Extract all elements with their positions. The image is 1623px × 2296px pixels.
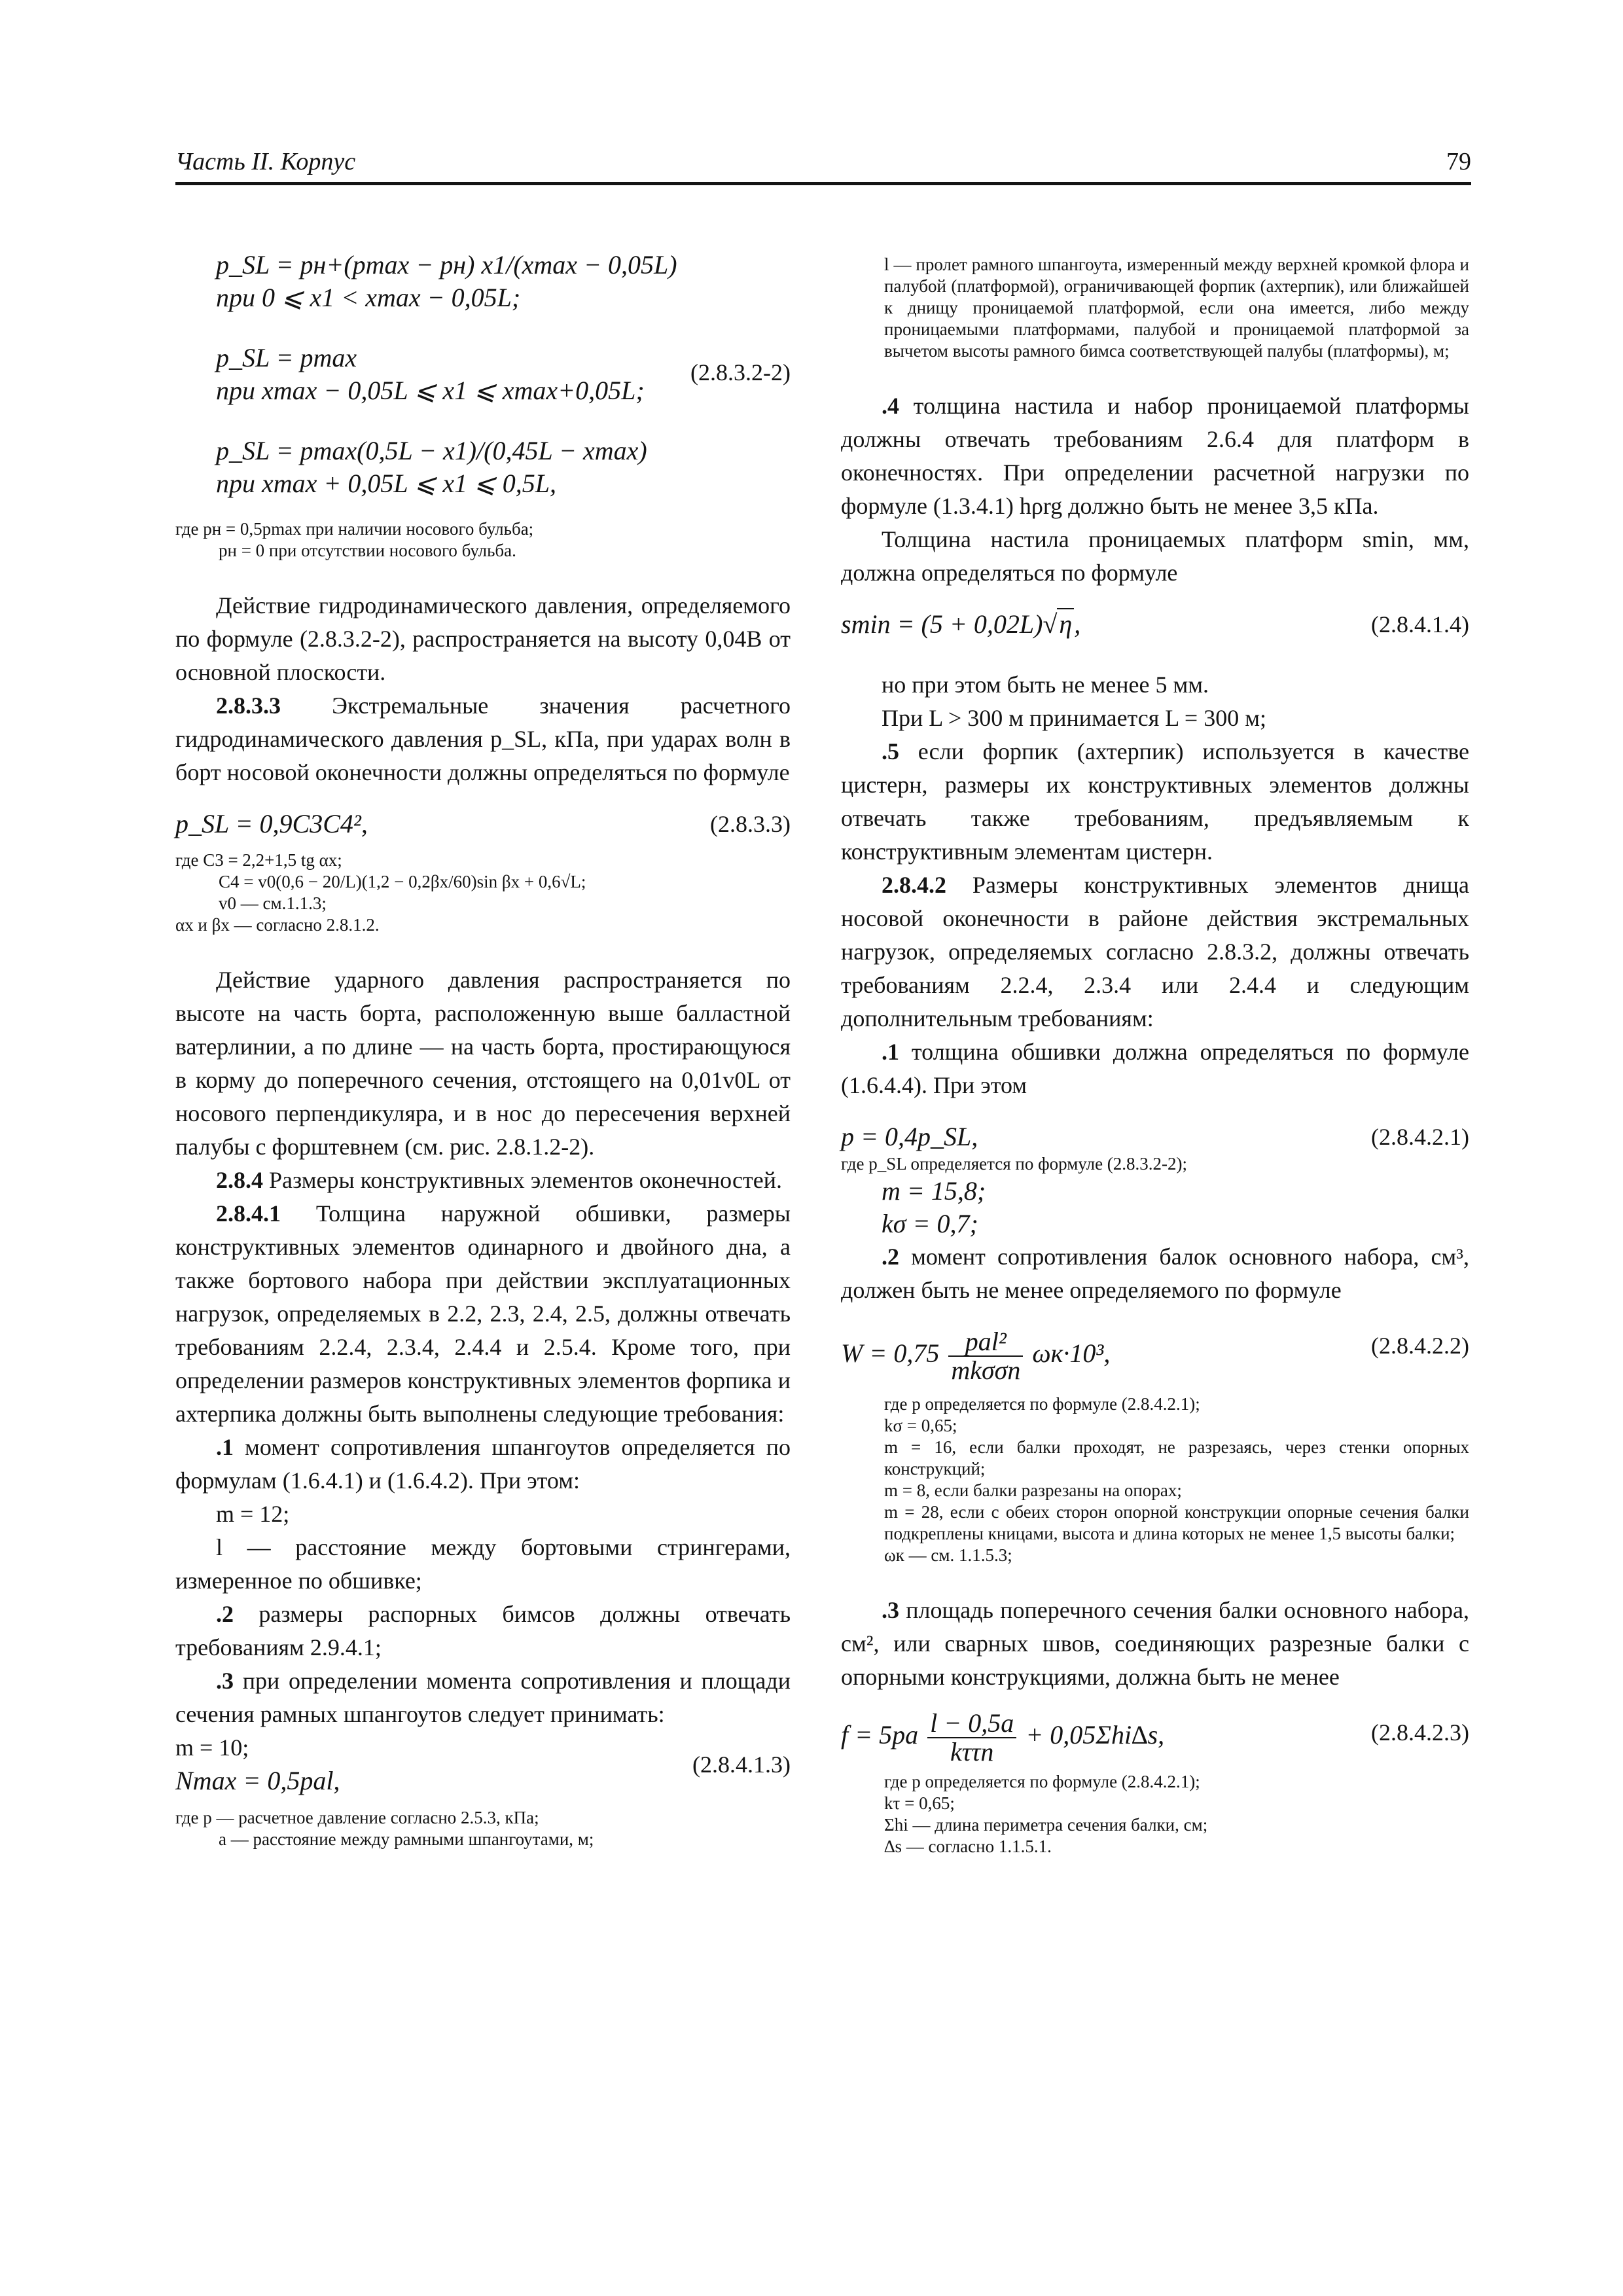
running-title: Часть II. Корпус [175,148,356,175]
where-line: m = 16, если балки проходят, не разрезаясь, через стенки опорных конструкций; [884,1437,1469,1479]
where-line: αx и βx — согласно 2.8.1.2. [175,915,380,935]
clause-number: 2.8.3.3 [216,692,281,719]
where-line: Σhi — длина периметра сечения балки, см; [884,1815,1208,1835]
paragraph-text: размеры распорных бимсов должны отвечать требованиям 2.9.4.1; [175,1601,791,1660]
where-line: m = 8, если балки разрезаны на опорах; [884,1480,1182,1500]
paragraph [841,869,1469,1035]
formula-condition: при xmax + 0,05L ⩽ x1 ⩽ 0,5L, [216,469,556,498]
numerator: l − 0,5a [930,1708,1014,1738]
item-number: .1 [882,1039,899,1065]
item-number: .1 [216,1434,234,1460]
where-line: ωк — см. 1.1.5.3; [884,1545,1012,1565]
paragraph [175,1197,791,1431]
item-number: .2 [882,1244,899,1270]
paragraph-text: момент сопротивления шпангоутов определяется по формулам (1.6.4.1) и (1.6.4.2). При этом: [175,1434,791,1494]
paragraph-text: момент сопротивления балок основного набора, см³, должен быть не менее определяемого по формуле [841,1244,1469,1303]
item-number: .5 [882,738,899,764]
formula-line: smin = (5 + 0,02L)√η, [841,609,1081,639]
where-line: v0 — см.1.1.3; [219,893,327,913]
section-heading [175,1164,791,1197]
item-number: .3 [216,1668,234,1694]
where-block [841,254,1469,362]
paragraph-text: Размеры конструктивных элементов оконечностей. [263,1167,782,1193]
formula-radicand: η [1057,608,1074,639]
right-column [841,249,1469,1857]
formula-2-8-4-2-3 [841,1703,1469,1771]
paragraph-text: если форпик (ахтерпик) используется в качестве цистерн, размеры их конструктивных элементов должны отвечать также требованиям, предъявляемым к конструктивным элементам цистерн. [841,738,1469,865]
formula-line [841,1710,1164,1766]
page-number: 79 [1446,148,1471,175]
formula-line: p_SL = pн+(pmax − pн) x1/(xmax − 0,05L) [216,250,677,279]
formula-line: p_SL = pmax(0,5L − x1)/(0,45L − xmax) [216,436,647,465]
where-line: pн = 0 при отсутствии носового бульба. [219,541,516,560]
paragraph-text: Толщина наружной обшивки, размеры конструктивных элементов одинарного и двойного дна, а также бортового набора при действии эксплуатационных нагрузок, определяемых в 2.2, 2.3, 2.4, 2.5, должны отвечать требованиям 2.2.4, 2.3.4, 2.4.4 и 2.5.4. Кроме того, при определении размеров конструктивных элементов форпика и ахтерпика должны быть выполнены следующие требования: [175,1200,791,1427]
where-block [175,518,791,562]
paragraph-text: Размеры конструктивных элементов днища носовой оконечности в районе действия экстремальных нагрузок, определяемых согласно 2.8.3.2, должны отвечать требованиям 2.2.4, 2.3.4 или 2.4.4 и следующим дополнительным требованиям: [841,872,1469,1031]
paragraph-text: толщина настила и набор проницаемой платформы должны отвечать требованиям 2.6.4 для платформ в оконечностях. При определении расчетной нагрузки по формуле (1.3.4.1) hρrg должно быть не менее 3,5 кПа. [841,393,1469,519]
numerator: pal² [965,1327,1007,1356]
fraction [948,1328,1023,1384]
formula-line: m = 15,8; [882,1176,986,1206]
formula-lhs: W = 0,75 [841,1338,940,1369]
list-item [175,1664,791,1731]
where-line: l — пролет рамного шпангоута, измеренный между верхней кромкой флора и палубой (платформой), ограничивающей форпик (ахтерпик), или ближайшей к днищу проницаемой платформой, если она имеется, либо между проницаемыми платформами, палубой и проницаемой платформой за вычетом высоты рамного бимса соответствующей палубы (платформы), м; [884,255,1469,361]
paragraph [175,689,791,789]
paragraph: но при этом быть не менее 5 мм. [882,672,1209,698]
item-number: .3 [882,1597,899,1623]
equation-number: (2.8.3.2-2) [690,359,791,386]
equation-number: (2.8.4.2.1) [1371,1124,1469,1150]
list-item [841,735,1469,869]
list-item [841,1035,1469,1102]
list-item [175,1598,791,1664]
where-line: где pн = 0,5pmax при наличии носового бульба; [175,519,534,539]
denominator: kττn [927,1737,1016,1766]
formula-block-2-8-4-1-3 [175,1731,791,1798]
paragraph: Действие ударного давления распространяется по высоте на часть борта, расположенную выше балластной ватерлинии, а по длине — на часть борта, простирающуюся в корму до поперечного сечения, отстоящего на 0,01v0L от носового перпендикуляра, и в нос до пересечения верхней палубы с форштевнем (см. рис. 2.8.1.2-2). [175,967,791,1160]
formula-line [841,1328,1110,1384]
equation-number: (2.8.3.3) [710,811,791,837]
fraction [927,1710,1016,1766]
equation-number: (2.8.4.1.3) [692,1751,791,1778]
formula-line: kσ = 0,7; [882,1209,978,1238]
formula-line: p_SL = 0,9C3C4², [175,809,368,838]
equation-number: (2.8.4.2.3) [1371,1719,1469,1746]
where-line: где p определяется по формуле (2.8.4.2.1); [884,1394,1200,1414]
left-column [175,249,791,1850]
paragraph: l — расстояние между бортовыми стрингерами, измеренное по обшивке; [175,1534,791,1594]
where-line: где p определяется по формуле (2.8.4.2.1); [884,1772,1200,1791]
denominator: mkσσn [948,1355,1023,1384]
item-number: .2 [216,1601,234,1627]
where-block [841,1771,1469,1857]
paragraph-text: площадь поперечного сечения балки основного набора, см², или сварных швов, соединяющих разрезные балки с опорными конструкциями, должна быть не менее [841,1597,1469,1690]
list-item [175,1431,791,1498]
page-header [175,145,1471,185]
formula-line: m = 12; [216,1501,290,1527]
formula-line: m = 10; [175,1734,249,1761]
equation-number: (2.8.4.1.4) [1371,611,1469,637]
formula-condition: при 0 ⩽ x1 < xmax − 0,05L; [216,283,521,312]
paragraph: Толщина настила проницаемых платформ smin, мм, должна определяться по формуле [841,526,1469,586]
formula-rhs: ωк·10³, [1032,1338,1111,1369]
formula-block-2-8-3-2-2 [175,249,791,500]
where-line: где p — расчетное давление согласно 2.5.3, кПа; [175,1808,539,1827]
where-line: ∆s — согласно 1.1.5.1. [884,1837,1052,1856]
paragraph-text: толщина обшивки должна определяться по формуле (1.6.4.4). При этом [841,1039,1469,1098]
where-line: где C3 = 2,2+1,5 tg αx; [175,850,342,870]
where-block [175,1807,791,1850]
paragraph: При L > 300 м принимается L = 300 м; [882,705,1267,731]
list-item [841,1240,1469,1307]
where-line: C4 = v0(0,6 − 20/L)(1,2 − 0,2βx/60)sin βx + 0,6√L; [219,872,586,891]
formula-lhs: f = 5pa [841,1720,919,1750]
formula-line: Nmax = 0,5pal, [175,1766,340,1795]
where-line: где p_SL определяется по формуле (2.8.3.2-2); [841,1154,1188,1174]
formula-line: p_SL = pmax [216,343,357,372]
formula-condition: при xmax − 0,05L ⩽ x1 ⩽ xmax+0,05L; [216,376,645,405]
formula-2-8-4-2-2 [841,1316,1469,1384]
clause-number: 2.8.4.1 [216,1200,281,1227]
item-number: .4 [882,393,899,419]
paragraph: Действие гидродинамического давления, определяемого по формуле (2.8.3.2-2), распространяется на высоту 0,04B от основной плоскости. [175,592,791,685]
list-item [841,389,1469,523]
equation-number: (2.8.4.2.2) [1371,1333,1469,1359]
where-block [175,850,791,936]
sqrt-sign: √ [1043,609,1058,639]
header-rule [175,182,1471,185]
list-item [841,1594,1469,1694]
paragraph-text: при определении момента сопротивления и площади сечения рамных шпангоутов следует принимать: [175,1668,791,1727]
where-line: m = 28, если с обеих сторон опорной конструкции опорные сечения балки подкреплены кницами, высота и длина которых не менее 1,5 высоты балки; [884,1502,1469,1543]
where-line: a — расстояние между рамными шпангоутами, м; [219,1829,594,1849]
formula-rhs: + 0,05Σhi∆s, [1026,1720,1165,1750]
formula-lhs: smin = (5 + 0,02L) [841,609,1043,639]
clause-number: 2.8.4 [216,1167,263,1193]
paragraph-text: Экстремальные значения расчетного гидродинамического давления p_SL, кПа, при ударах волн в борт носовой оконечности должны определяться по формуле [175,692,791,785]
clause-number: 2.8.4.2 [882,872,946,898]
formula-line: p = 0,4p_SL, [841,1122,978,1151]
where-line: kτ = 0,65; [884,1793,955,1813]
where-block [841,1393,1469,1566]
where-line: kσ = 0,65; [884,1416,957,1435]
